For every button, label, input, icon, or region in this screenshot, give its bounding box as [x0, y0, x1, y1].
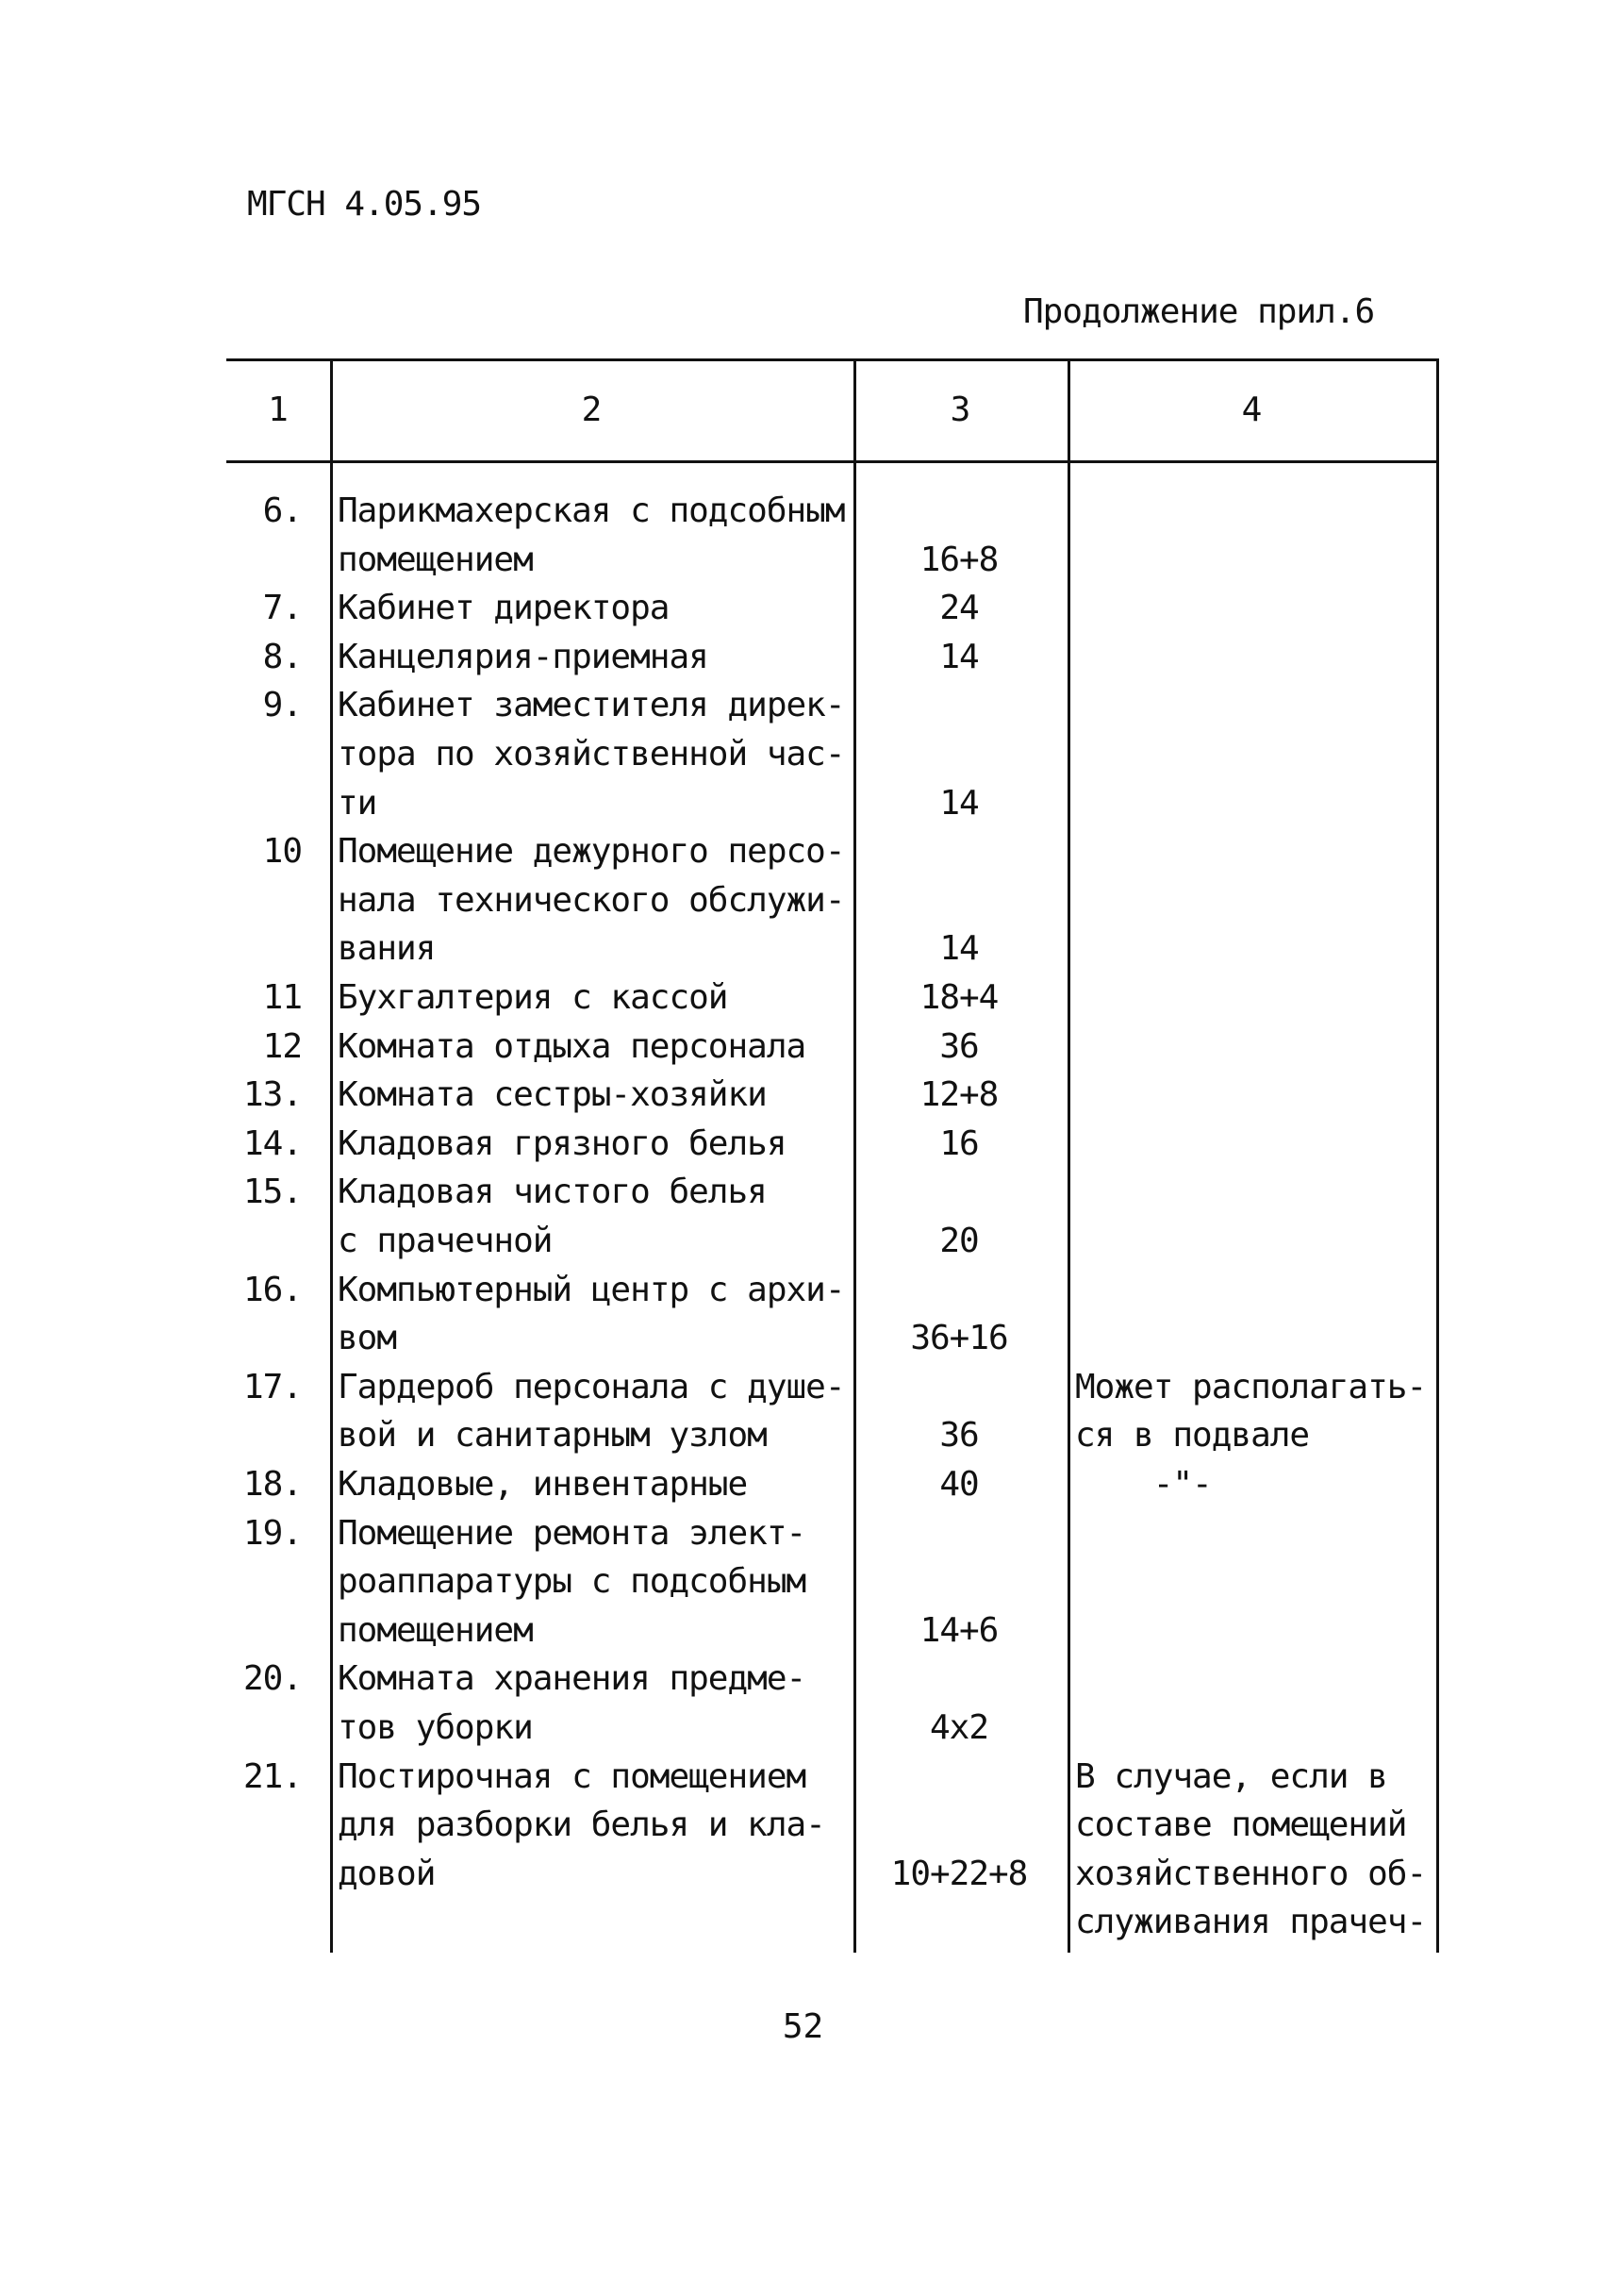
room-name: ти [338, 783, 377, 823]
row-number: 8. [262, 637, 302, 676]
row-note: составе помещений [1075, 1805, 1407, 1845]
room-name: Комната хранения предме- [338, 1659, 806, 1699]
row-number: 6. [262, 491, 302, 530]
room-name: Гардероб персонала с душе- [338, 1367, 845, 1406]
row-note: Может располагать- [1075, 1367, 1427, 1406]
table-row [226, 924, 1443, 973]
table-row [226, 1120, 1443, 1168]
table-row [226, 876, 1443, 924]
table-row [226, 1168, 1443, 1216]
continuation-label: Продолжение прил.6 [1023, 292, 1375, 331]
table-row [226, 730, 1443, 778]
table-row [226, 1023, 1443, 1071]
area-value: 10+22+8 [890, 1854, 1028, 1893]
table-row [226, 827, 1443, 875]
area-value: 14+6 [919, 1610, 999, 1650]
room-name: роаппаратуры с подсобным [338, 1562, 806, 1602]
area-value: 36 [939, 1026, 979, 1066]
area-value: 16+8 [919, 540, 999, 579]
table-row [226, 633, 1443, 681]
room-name: помещением [338, 540, 533, 579]
row-note: ся в подвале [1075, 1416, 1310, 1456]
table-row [226, 1898, 1443, 1946]
table-row [226, 1411, 1443, 1459]
row-number: 10 [262, 832, 302, 872]
row-number: 14. [242, 1123, 302, 1163]
row-number: 20. [242, 1659, 302, 1699]
table-row [226, 1460, 1443, 1508]
table-row [226, 1704, 1443, 1752]
table-row [226, 1753, 1443, 1801]
row-number: 17. [242, 1367, 302, 1406]
area-value: 18+4 [919, 978, 999, 1017]
table-row [226, 1850, 1443, 1898]
table-header-rule [226, 460, 1438, 463]
table-top-rule [226, 358, 1438, 361]
table-row [226, 1266, 1443, 1314]
row-number: 21. [242, 1756, 302, 1796]
room-name: Канцелярия-приемная [338, 637, 708, 676]
area-value: 14 [939, 637, 979, 676]
rooms-table [226, 358, 1443, 1943]
row-number: 16. [242, 1270, 302, 1309]
room-name: Помещение ремонта элект- [338, 1513, 806, 1553]
room-name: Комната отдыха персонала [338, 1026, 806, 1066]
table-row [226, 584, 1443, 632]
page-number: 52 [782, 2007, 824, 2046]
room-name: Кабинет заместителя дирек- [338, 686, 845, 725]
room-name: помещением [338, 1610, 533, 1650]
area-value: 36+16 [910, 1319, 1008, 1358]
column-header-4: 4 [1241, 391, 1263, 429]
table-row [226, 973, 1443, 1022]
area-value: 16 [939, 1123, 979, 1163]
table-row [226, 779, 1443, 827]
area-value: 24 [939, 589, 979, 628]
row-note: хозяйственного об- [1075, 1854, 1427, 1893]
room-name: нала технического обслужи- [338, 880, 845, 920]
table-row [226, 1655, 1443, 1703]
row-number: 13. [242, 1075, 302, 1115]
room-name: Бухгалтерия с кассой [338, 978, 728, 1017]
room-name: Компьютерный центр с архи- [338, 1270, 845, 1309]
row-note: -"- [1075, 1465, 1212, 1504]
room-name: довой [338, 1854, 436, 1893]
area-value: 40 [939, 1465, 979, 1504]
table-row [226, 1071, 1443, 1119]
room-name: Кладовая грязного белья [338, 1123, 786, 1163]
row-number: 11 [262, 978, 302, 1017]
room-name: для разборки белья и кла- [338, 1805, 825, 1845]
row-number: 15. [242, 1173, 302, 1212]
table-row [226, 487, 1443, 535]
row-note: служивания прачеч- [1075, 1903, 1427, 1942]
area-value: 36 [939, 1416, 979, 1456]
room-name: вания [338, 929, 436, 969]
table-row [226, 1363, 1443, 1411]
column-header-1: 1 [268, 391, 289, 429]
table-row [226, 681, 1443, 729]
table-row [226, 536, 1443, 584]
row-number: 9. [262, 686, 302, 725]
table-row [226, 1509, 1443, 1557]
room-name: с прачечной [338, 1222, 553, 1260]
area-value: 4x2 [929, 1708, 989, 1747]
table-row [226, 1557, 1443, 1606]
table-row [226, 1606, 1443, 1655]
area-value: 14 [939, 783, 979, 823]
room-name: тов уборки [338, 1708, 533, 1747]
room-name: Кладовая чистого белья [338, 1173, 767, 1212]
table-row [226, 1801, 1443, 1849]
area-value: 20 [939, 1222, 979, 1260]
room-name: Парикмахерская с подсобным [338, 491, 845, 530]
area-value: 14 [939, 929, 979, 969]
room-name: тора по хозяйственной час- [338, 735, 845, 774]
column-header-3: 3 [950, 391, 971, 429]
table-row [226, 1217, 1443, 1265]
row-note: В случае, если в [1075, 1756, 1387, 1796]
row-number: 7. [262, 589, 302, 628]
room-name: Помещение дежурного персо- [338, 832, 845, 872]
column-header-2: 2 [581, 391, 603, 429]
room-name: вом [338, 1319, 397, 1358]
room-name: Постирочная с помещением [338, 1756, 806, 1796]
room-name: Кладовые, инвентарные [338, 1465, 748, 1504]
area-value: 12+8 [919, 1075, 999, 1115]
row-number: 18. [242, 1465, 302, 1504]
row-number: 19. [242, 1513, 302, 1553]
table-row [226, 1314, 1443, 1362]
room-name: Кабинет директора [338, 589, 670, 628]
room-name: вой и санитарным узлом [338, 1416, 767, 1456]
row-number: 12 [262, 1026, 302, 1066]
document-code: МГСН 4.05.95 [247, 185, 482, 224]
room-name: Комната сестры-хозяйки [338, 1075, 767, 1115]
